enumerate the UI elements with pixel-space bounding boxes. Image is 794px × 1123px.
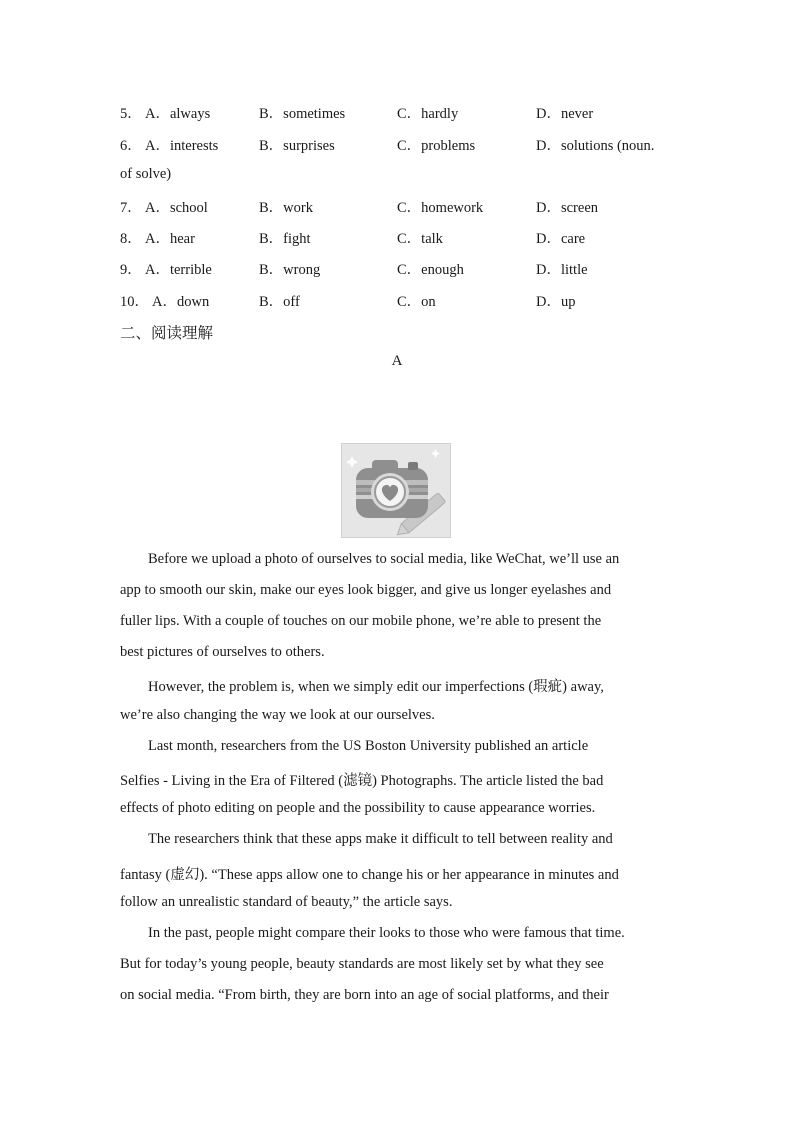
question-number: 6．	[120, 138, 142, 154]
section-title: 二、阅读理解	[120, 325, 214, 342]
passage-line: The researchers think that these apps make it difficult to tell between reality and	[148, 831, 613, 847]
option-c: C．talk	[397, 231, 443, 247]
camera-heart-image	[341, 443, 451, 538]
passage-line: effects of photo editing on people and the possibility to cause appearance worries.	[120, 800, 596, 816]
question-number: 8．	[120, 231, 142, 247]
question-number: 5．	[120, 106, 142, 122]
passage-line: However, the problem is, when we simply edit our imperfections (瑕疵) away,	[148, 679, 604, 695]
option-d: D．solutions (noun.	[536, 138, 655, 154]
option-d: D．screen	[536, 200, 599, 216]
passage-line: But for today’s young people, beauty standards are most likely set by what they see	[120, 956, 604, 972]
option-b: B．work	[259, 200, 313, 216]
passage-line: fuller lips. With a couple of touches on our mobile phone, we’re able to present the	[120, 613, 602, 629]
passage-line: fantasy (虚幻). “These apps allow one to change his or her appearance in minutes and	[120, 867, 619, 883]
passage-line: Before we upload a photo of ourselves to social media, like WeChat, we’ll use an	[148, 551, 620, 567]
passage-line: In the past, people might compare their looks to those who were famous that time.	[148, 925, 625, 941]
option-c: C．enough	[397, 262, 464, 278]
option-a: A．hear	[145, 231, 195, 247]
option-c: C．problems	[397, 138, 476, 154]
option-a: A．always	[145, 106, 211, 122]
passage-line: Last month, researchers from the US Boston University published an article	[148, 738, 589, 754]
question-number: 7．	[120, 200, 142, 216]
option-d: D．up	[536, 294, 576, 310]
passage-label: A	[391, 353, 403, 369]
question-number: 10．	[120, 294, 149, 310]
option-b: B．off	[259, 294, 300, 310]
option-c: C．homework	[397, 200, 484, 216]
camera-heart-icon	[342, 444, 450, 537]
option-a: A．down	[152, 294, 210, 310]
passage-line: follow an unrealistic standard of beauty,” the article says.	[120, 894, 453, 910]
option-d: D．care	[536, 231, 586, 247]
question-number: 9．	[120, 262, 142, 278]
option-b: B．fight	[259, 231, 311, 247]
option-b: B．surprises	[259, 138, 335, 154]
option-b: B．sometimes	[259, 106, 346, 122]
passage-line: best pictures of ourselves to others.	[120, 644, 325, 660]
passage-line: Selfies - Living in the Era of Filtered (滤镜) Photographs. The article listed the bad	[120, 773, 604, 789]
option-a: A．school	[145, 200, 208, 216]
passage-line: on social media. “From birth, they are born into an age of social platforms, and their	[120, 987, 609, 1003]
option-d: D．little	[536, 262, 588, 278]
question-6-continuation: of solve)	[120, 166, 172, 182]
option-a: A．terrible	[145, 262, 212, 278]
option-c: C．on	[397, 294, 436, 310]
passage-line: app to smooth our skin, make our eyes look bigger, and give us longer eyelashes and	[120, 582, 612, 598]
option-b: B．wrong	[259, 262, 321, 278]
passage-line: we’re also changing the way we look at our ourselves.	[120, 707, 435, 723]
option-c: C．hardly	[397, 106, 459, 122]
option-a: A．interests	[145, 138, 219, 154]
option-d: D．never	[536, 106, 594, 122]
